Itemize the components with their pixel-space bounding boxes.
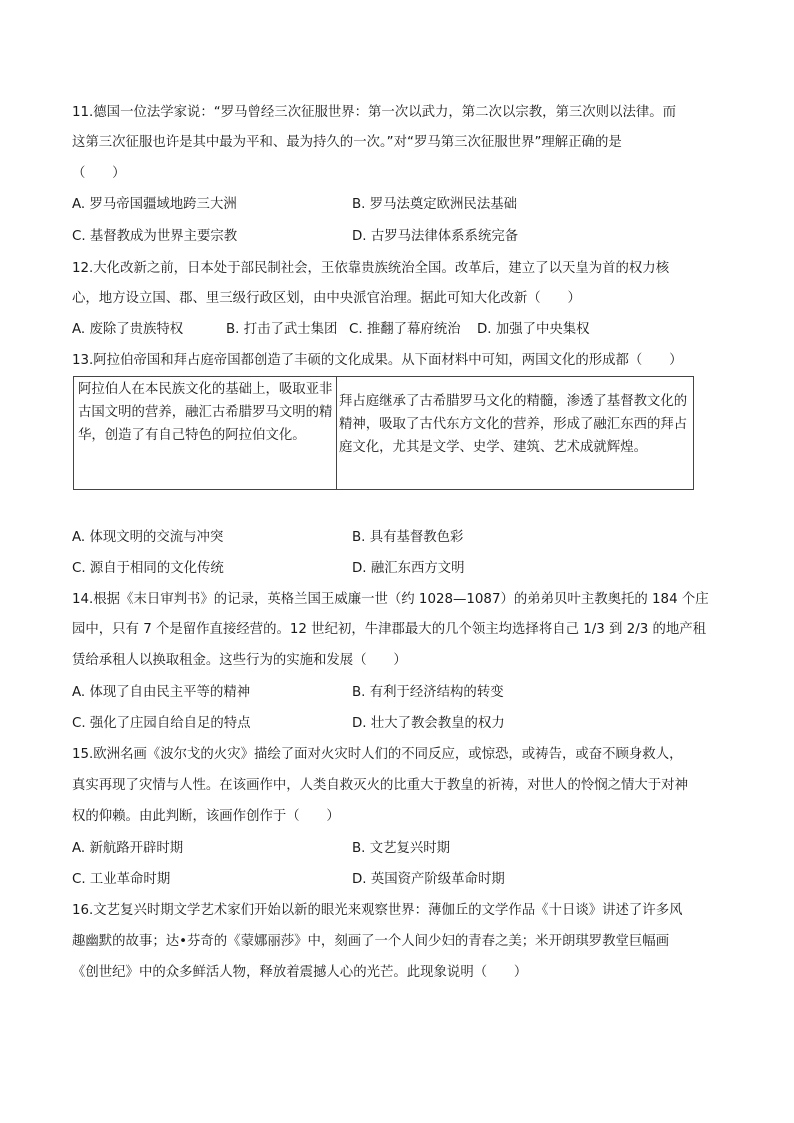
q15-stem-line-1: 15.欧洲名画《波尔戈的火灾》描绘了面对火灾时人们的不同反应，或惊恐，或祷告，或奋不顾身救人， [72,747,683,762]
q12-option-a: A. 废除了贵族特权 [72,322,184,337]
q13-option-a: A. 体现文明的交流与冲突 [72,530,224,545]
q14-stem-line-2: 园中，只有 7 个是留作直接经营的。12 世纪初，牛津郡最大的几个领主均选择将自己 1/3 到 2/3 的地产租 [72,622,707,637]
q13-option-c: C. 源自于相同的文化传统 [72,561,224,576]
q16-stem-line-1: 16.文艺复兴时期文学艺术家们开始以新的眼光来观察世界：薄伽丘的文学作品《十日谈》讲述了许多风 [72,903,683,918]
q13-stem-line-1: 13.阿拉伯帝国和拜占庭帝国都创造了丰硕的文化成果。从下面材料中可知，两国文化的形成都（ ） [72,353,683,368]
q12-option-c: C. 推翻了幕府统治 [349,322,461,337]
q16-stem-line-3: 《创世纪》中的众多鲜活人物，释放着震撼人心的光芒。此现象说明（ ） [72,965,528,980]
q12-stem-line-2: 心，地方设立国、郡、里三级行政区划，由中央派官治理。据此可知大化改新（ ） [72,291,581,306]
q13-table-cell-arabic: 阿拉伯人在本民族文化的基础上，吸取亚非古国文明的营养，融汇古希腊罗马文明的精华，创造了有自己特色的阿拉伯文化。 [74,377,337,489]
q14-stem-line-3: 赁给承租人以换取租金。这些行为的实施和发展（ ） [72,653,407,668]
q12-option-d: D. 加强了中央集权 [477,322,590,337]
q13-option-d: D. 融汇东西方文明 [352,561,465,576]
q13-option-b: B. 具有基督教色彩 [352,530,464,545]
q13-material-table [73,376,694,490]
q15-stem-line-3: 权的仰赖。由此判断，该画作创作于（ ） [72,809,340,824]
q14-option-b: B. 有利于经济结构的转变 [352,685,504,700]
q13-table-cell-byzantine: 拜占庭继承了古希腊罗马文化的精髓，渗透了基督教文化的精神，吸取了古代东方文化的营养，形成了融汇东西的拜占庭文化，尤其是文学、史学、建筑、艺术成就辉煌。 [339,394,688,455]
q14-option-a: A. 体现了自由民主平等的精神 [72,685,251,700]
q12-stem-line-1: 12.大化改新之前，日本处于部民制社会，王依靠贵族统治全国。改革后，建立了以天皇为首的权力核 [72,261,670,276]
q14-stem-line-1: 14.根据《末日审判书》的记录，英格兰国王威廉一世（约 1028—1087）的弟弟贝叶主教奥托的 184 个庄 [72,592,709,607]
q16-stem-line-2: 趣幽默的故事；达•芬奇的《蒙娜丽莎》中，刻画了一个人间少妇的青春之美；米开朗琪罗教堂巨幅画 [72,934,670,949]
q14-option-d: D. 壮大了教会教皇的权力 [352,716,505,731]
q11-stem-line-3: （ ） [72,166,126,181]
q15-option-b: B. 文艺复兴时期 [352,841,451,856]
q15-option-c: C. 工业革命时期 [72,872,171,887]
q11-option-a: A. 罗马帝国疆域地跨三大洲 [72,197,237,212]
q11-option-d: D. 古罗马法律体系系统完备 [352,229,519,244]
q15-option-a: A. 新航路开辟时期 [72,841,184,856]
q11-option-b: B. 罗马法奠定欧洲民法基础 [352,197,517,212]
q11-stem-line-1: 11.德国一位法学家说：“罗马曾经三次征服世界：第一次以武力，第二次以宗教，第三次则以法律。而 [72,105,677,120]
q15-stem-line-2: 真实再现了灾情与人性。在该画作中，人类自救灭火的比重大于教皇的祈祷，对世人的怜悯之情大于对神 [72,778,688,793]
q12-option-b: B. 打击了武士集团 [226,322,338,337]
q11-stem-line-2: 这第三次征服也许是其中最为平和、最为持久的一次。”对“罗马第三次征服世界”理解正确的是 [72,135,622,150]
q14-option-c: C. 强化了庄园自给自足的特点 [72,716,251,731]
q15-option-d: D. 英国资产阶级革命时期 [352,872,505,887]
q11-option-c: C. 基督教成为世界主要宗教 [72,229,238,244]
